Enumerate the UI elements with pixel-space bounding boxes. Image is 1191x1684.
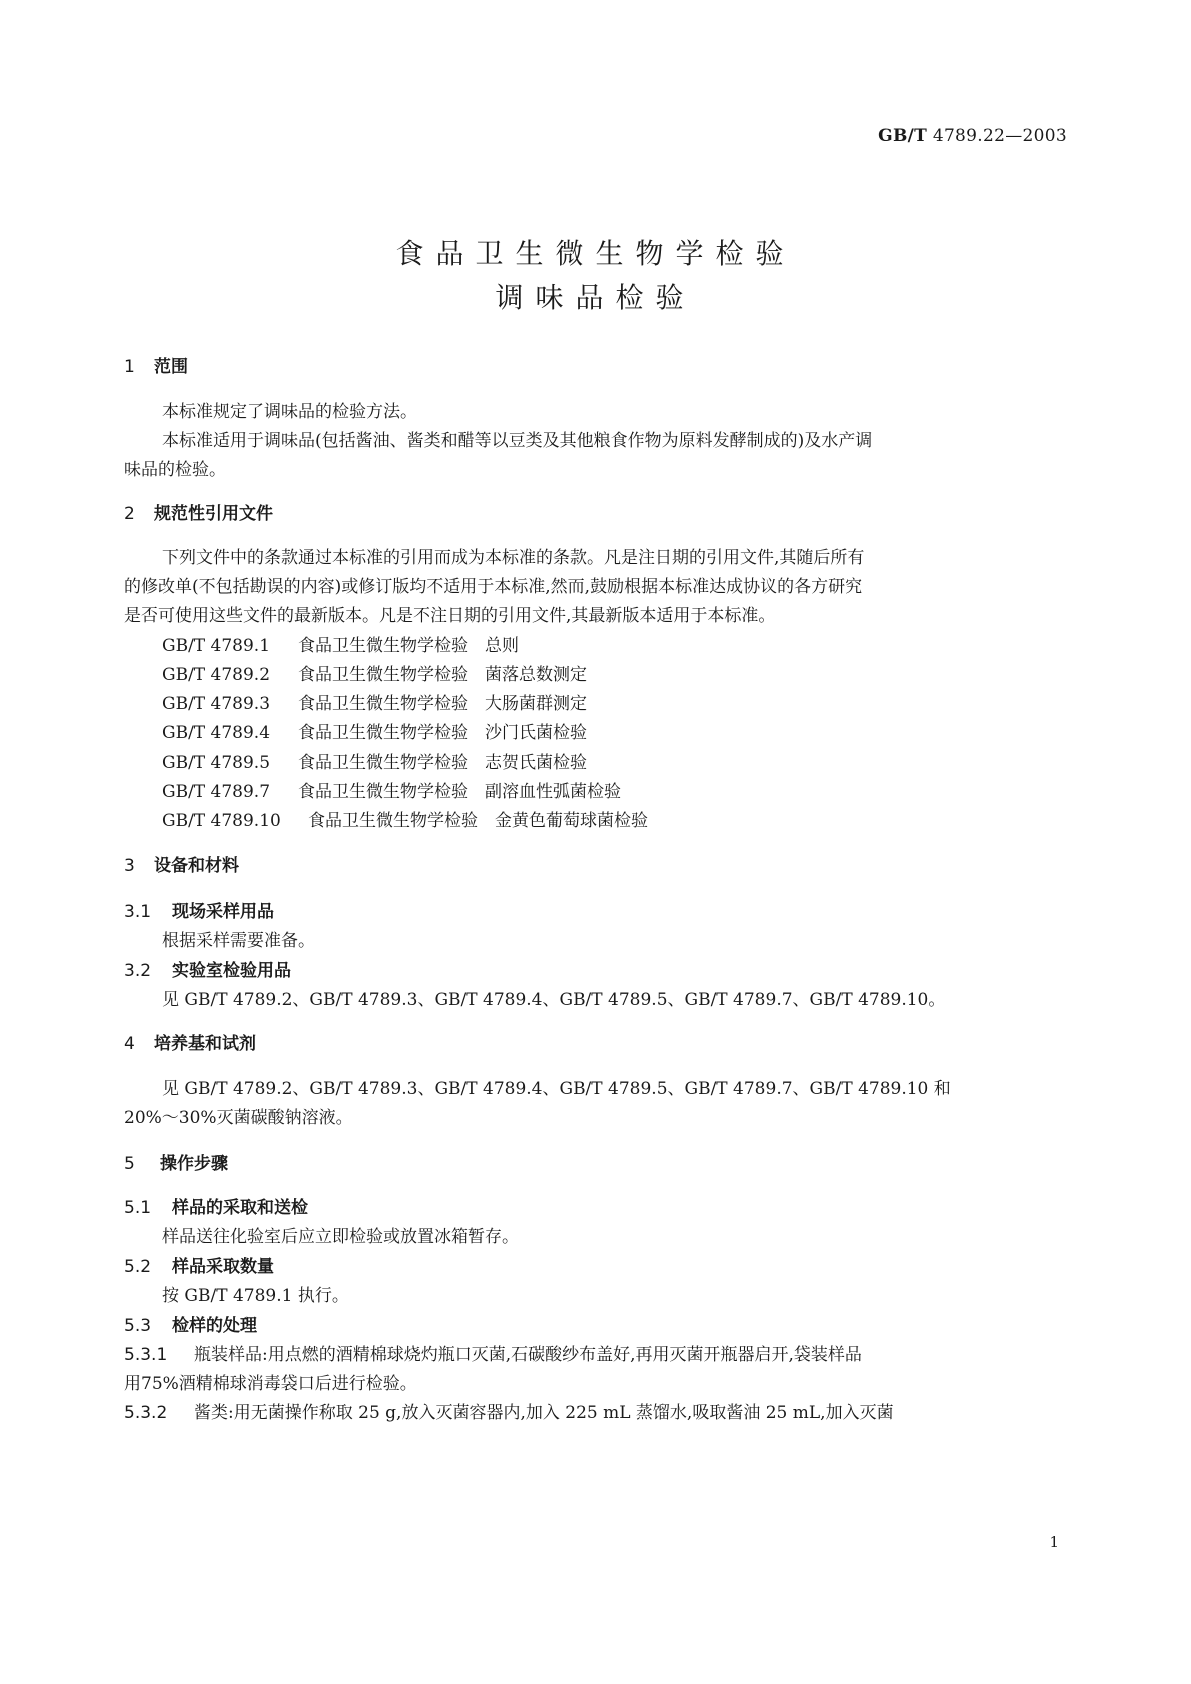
section-title: 检样的处理: [172, 1316, 257, 1336]
reference-item: [162, 806, 648, 831]
reference-code: GB/T 4789.7: [162, 782, 271, 802]
section-number: 2: [124, 504, 135, 524]
section-title: 设备和材料: [154, 856, 239, 876]
section-number: 3.2: [124, 961, 152, 981]
page-number: 1: [1049, 1533, 1059, 1551]
section-title: 范围: [154, 357, 188, 377]
clause-5-3-1: [124, 1340, 862, 1365]
standard-code: [878, 126, 1067, 146]
section-number: 3.1: [124, 902, 152, 922]
paragraph: 是否可使用这些文件的最新版本。凡是不注日期的引用文件,其最新版本适用于本标准。: [124, 606, 776, 626]
reference-title: 食品卫生微生物学检验 沙门氏菌检验: [298, 723, 587, 743]
section-number: 4: [124, 1034, 135, 1054]
reference-code: GB/T 4789.1: [162, 636, 271, 656]
section-title: 样品采取数量: [172, 1257, 274, 1277]
reference-item: [162, 748, 587, 773]
section-number: 5: [124, 1154, 135, 1174]
section-title: 现场采样用品: [172, 902, 274, 922]
section-title: 实验室检验用品: [172, 961, 291, 981]
section-title: 规范性引用文件: [154, 504, 273, 524]
paragraph: 按 GB/T 4789.1 执行。: [162, 1286, 349, 1306]
paragraph: 见 GB/T 4789.2、GB/T 4789.3、GB/T 4789.4、GB/T 4789.5、GB/T 4789.7、GB/T 4789.10。: [162, 990, 946, 1010]
subsection-3-1-heading: [124, 897, 274, 922]
clause-5-3-2: [124, 1398, 894, 1423]
reference-code: GB/T 4789.5: [162, 753, 271, 773]
clause-number: 5.3.1: [124, 1345, 168, 1365]
reference-title: 食品卫生微生物学检验 大肠菌群测定: [298, 694, 587, 714]
paragraph: 20%～30%灭菌碳酸钠溶液。: [124, 1108, 353, 1128]
document-title: 食品卫生微生物学检验: [395, 237, 796, 270]
section-title: 操作步骤: [160, 1154, 228, 1174]
reference-title: 食品卫生微生物学检验 金黄色葡萄球菌检验: [308, 811, 648, 831]
standard-code-number: 4789.22—2003: [927, 126, 1067, 146]
reference-title: 食品卫生微生物学检验 副溶血性弧菌检验: [298, 782, 621, 802]
subsection-5-1-heading: [124, 1193, 308, 1218]
reference-title: 食品卫生微生物学检验 菌落总数测定: [298, 665, 587, 685]
reference-item: [162, 631, 519, 656]
reference-item: [162, 689, 587, 714]
section-5-heading: [124, 1149, 228, 1174]
section-2-heading: [124, 499, 273, 524]
paragraph: 根据采样需要准备。: [162, 931, 315, 951]
clause-number: 5.3.2: [124, 1403, 168, 1423]
subsection-3-2-heading: [124, 956, 291, 981]
reference-code: GB/T 4789.2: [162, 665, 271, 685]
reference-title: 食品卫生微生物学检验 志贺氏菌检验: [298, 753, 587, 773]
section-3-heading: [124, 851, 239, 876]
standard-code-prefix: GB/T: [878, 126, 928, 146]
paragraph: 下列文件中的条款通过本标准的引用而成为本标准的条款。凡是注日期的引用文件,其随后所有: [162, 548, 865, 568]
paragraph: 用75%酒精棉球消毒袋口后进行检验。: [124, 1374, 417, 1394]
paragraph: 本标准适用于调味品(包括酱油、酱类和醋等以豆类及其他粮食作物为原料发酵制成的)及水产调: [162, 431, 873, 451]
reference-item: [162, 718, 587, 743]
paragraph: 的修改单(不包括勘误的内容)或修订版均不适用于本标准,然而,鼓励根据本标准达成协议的各方研究: [124, 577, 863, 597]
section-number: 1: [124, 357, 135, 377]
section-1-heading: [124, 352, 188, 377]
clause-text: 瓶装样品:用点燃的酒精棉球烧灼瓶口灭菌,石碳酸纱布盖好,再用灭菌开瓶器启开,袋装样品: [194, 1345, 862, 1365]
clause-text: 酱类:用无菌操作称取 25 g,放入灭菌容器内,加入 225 mL 蒸馏水,吸取酱油 25 mL,加入灭菌: [194, 1403, 894, 1423]
paragraph: 味品的检验。: [124, 460, 226, 480]
paragraph: 见 GB/T 4789.2、GB/T 4789.3、GB/T 4789.4、GB/T 4789.5、GB/T 4789.7、GB/T 4789.10 和: [162, 1079, 951, 1099]
section-number: 5.3: [124, 1316, 152, 1336]
section-number: 3: [124, 856, 135, 876]
subsection-5-3-heading: [124, 1311, 257, 1336]
section-4-heading: [124, 1029, 256, 1054]
paragraph: 样品送往化验室后应立即检验或放置冰箱暂存。: [162, 1227, 519, 1247]
paragraph: 本标准规定了调味品的检验方法。: [162, 402, 417, 422]
section-title: 样品的采取和送检: [172, 1198, 308, 1218]
section-title: 培养基和试剂: [154, 1034, 256, 1054]
subsection-5-2-heading: [124, 1252, 274, 1277]
reference-item: [162, 777, 621, 802]
reference-code: GB/T 4789.10: [162, 811, 281, 831]
reference-title: 食品卫生微生物学检验 总则: [298, 636, 519, 656]
section-number: 5.2: [124, 1257, 152, 1277]
reference-item: [162, 660, 587, 685]
document-subtitle: 调味品检验: [495, 281, 696, 314]
reference-code: GB/T 4789.4: [162, 723, 271, 743]
reference-code: GB/T 4789.3: [162, 694, 271, 714]
section-number: 5.1: [124, 1198, 152, 1218]
